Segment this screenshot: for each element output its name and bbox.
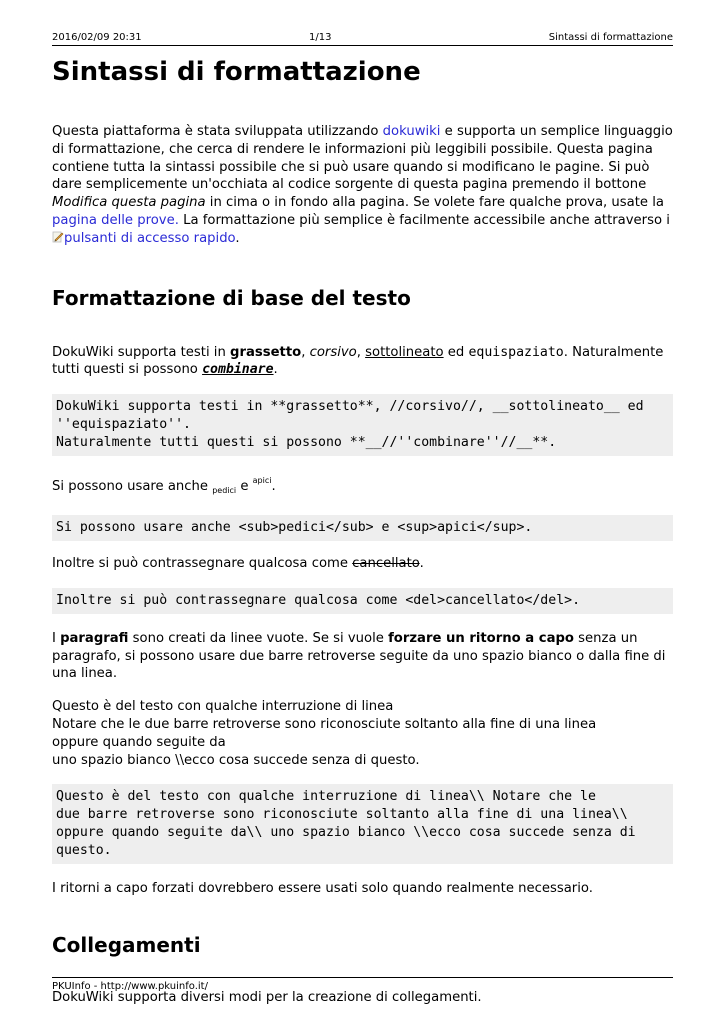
pagina-prove-link[interactable]: pagina delle prove. — [52, 212, 179, 228]
page-header — [52, 31, 673, 46]
intro-paragraph — [52, 123, 673, 248]
links-paragraph: DokuWiki supporta diversi modi per la creazione di collegamenti. — [52, 990, 482, 1006]
footer-text: PKUInfo - http://www.pkuinfo.it/ — [52, 981, 208, 992]
intro-text: Questa piattaforma è stata sviluppata utilizzando — [52, 124, 383, 139]
pencil-icon — [52, 231, 64, 243]
text: I — [52, 630, 61, 646]
line: Notare che le due barre retroverse sono riconosciute soltanto alla fine di una linea — [52, 716, 597, 732]
text: , — [356, 344, 366, 360]
header-datetime: 2016/02/09 20:31 — [52, 32, 142, 43]
text: . — [271, 479, 276, 495]
text: sono creati da linee vuote. Se si vuole — [128, 630, 389, 646]
section-heading-formattazione: Formattazione di base del testo — [52, 285, 411, 310]
code-block-formatting: DokuWiki supporta testi in **grassetto**, //corsivo//, __sottolineato__ ed ''equispaziato''. Naturalmente tutti questi si possono **__//''combinare''//__**. — [52, 394, 673, 456]
intro-emphasis: Modifica questa pagina — [52, 195, 206, 211]
sub-sup-paragraph — [52, 472, 673, 500]
text: ed — [443, 344, 469, 360]
intro-text: La formattazione più semplice è facilmente accessibile anche attraverso i — [178, 212, 670, 228]
header-page-number: 1/13 — [309, 32, 332, 43]
line-break-paragraph — [52, 698, 673, 769]
text: Inoltre si può contrassegnare qualcosa come — [52, 555, 353, 571]
subscript-sample: pedici — [212, 486, 237, 496]
deleted-paragraph — [52, 555, 673, 573]
formatting-paragraph — [52, 344, 673, 380]
underline-sample: sottolineato — [365, 344, 444, 360]
page-title: Sintassi di formattazione — [52, 57, 421, 87]
superscript-sample: apici — [252, 476, 272, 486]
intro-text: . — [235, 230, 240, 246]
line: oppure quando seguite da — [52, 734, 226, 750]
pulsanti-accesso-rapido-link[interactable]: pulsanti di accesso rapido — [64, 230, 236, 246]
text: . — [273, 362, 278, 378]
text: e — [236, 479, 253, 495]
code-block-line-breaks: Questo è del testo con qualche interruzione di linea\\ Notare che le due barre retroverse sono riconosciute soltanto alla fine di una linea\\ oppure quando seguite da\\ uno spazio bianco \\ecco cosa succede senza di questo. — [52, 784, 673, 864]
page-content — [52, 55, 673, 1007]
strikethrough-sample: cancellato — [352, 555, 420, 571]
italic-sample: corsivo — [309, 344, 357, 360]
text: . — [419, 555, 424, 571]
forced-breaks-note: I ritorni a capo forzati dovrebbero essere usati solo quando realmente necessario. — [52, 881, 593, 897]
code-block-deleted: Inoltre si può contrassegnare qualcosa come <del>cancellato</del>. — [52, 588, 673, 614]
bold-sample: grassetto — [230, 344, 302, 360]
line: Questo è del testo con qualche interruzione di linea — [52, 699, 394, 715]
line: uno spazio bianco \\ecco cosa succede senza di questo. — [52, 752, 420, 768]
intro-text: in cima o in fondo alla pagina. Se volete fare qualche prova, usate la — [205, 195, 664, 211]
code-block-sub-sup: Si possono usare anche <sub>pedici</sub> e <sup>apici</sup>. — [52, 515, 673, 541]
page-footer — [52, 977, 673, 992]
intro-text: e supporta un semplice linguaggio di formattazione, che cerca di rendere le informazioni più leggibili possibile. Questa pagina contiene tutta la sintassi possibile che si può usare quando si modificano le pagine. Si può dare semplicemente un'occhiata al codice sorgente di questa pagina premendo il bottone — [52, 124, 673, 193]
text: DokuWiki supporta testi in — [52, 344, 231, 360]
monospace-sample: equispaziato — [468, 344, 564, 360]
dokuwiki-link[interactable]: dokuwiki — [382, 124, 441, 139]
text: Si possono usare anche — [52, 479, 213, 495]
combined-sample: combinare — [202, 362, 274, 378]
text: , — [301, 344, 310, 360]
text: senza un paragrafo, si possono usare due barre retroverse seguite da uno spazio bianco o dalla fine di una linea. — [52, 630, 666, 682]
bold-text: forzare un ritorno a capo — [388, 630, 574, 646]
paragraphs-paragraph — [52, 630, 673, 683]
bold-text: paragrafi — [60, 630, 129, 646]
section-heading-collegamenti: Collegamenti — [52, 933, 201, 958]
text: . Naturalmente tutti questi si possono — [52, 344, 664, 378]
header-doc-title: Sintassi di formattazione — [548, 32, 673, 43]
